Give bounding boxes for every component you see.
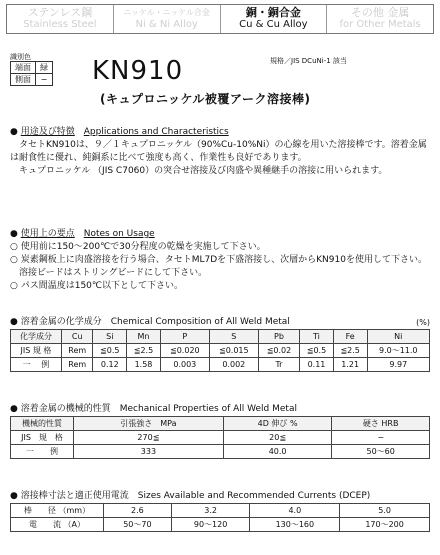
tab-label-jp: ニッケル・ニッケル合金: [123, 8, 210, 17]
table-cell: JIS 規 格: [11, 344, 62, 358]
table-cell: 9.97: [367, 358, 429, 372]
tab-label-en: for Other Metals: [339, 19, 421, 30]
heading-en: Notes on Usage: [83, 229, 155, 239]
table-cell: 130〜160: [250, 518, 340, 532]
table-row: [11, 445, 430, 459]
tab-label-jp: その他 金属: [350, 6, 410, 19]
table-cell: 機械的性質: [11, 417, 74, 431]
tab-label-jp: ステンレス鋼: [27, 6, 93, 19]
tab-other-metals[interactable]: [327, 5, 433, 33]
table-cell: P: [160, 330, 209, 344]
table-cell: 170〜200: [340, 518, 430, 532]
note-item: ○ パス間温度は150℃以下として下さい。: [10, 281, 184, 291]
tab-label-en: Cu & Cu Alloy: [239, 19, 308, 30]
table-cell: 2.6: [104, 504, 172, 518]
table-cell: Rem: [62, 358, 93, 372]
table-cell: Ti: [300, 330, 334, 344]
section-heading: ● 溶着金属の機械的性質 Mechanical Properties of All Weld Metal: [10, 404, 297, 414]
ident-color-table: [10, 61, 53, 86]
table-cell: Cu: [62, 330, 93, 344]
note-item: ○ 使用前に150〜200℃で30分程度の乾燥を実施して下さい。: [10, 242, 266, 252]
chemical-table: [10, 329, 430, 372]
table-cell: 4.0: [250, 504, 340, 518]
ident-end-value: 緑: [36, 62, 53, 74]
table-cell: 硬さ HRB: [332, 417, 430, 431]
applications-section: [10, 126, 430, 178]
product-model: KN910: [92, 56, 184, 86]
table-cell: 270≦: [74, 431, 224, 445]
table-cell: 50〜70: [104, 518, 172, 532]
table-row: [11, 431, 430, 445]
table-row: [11, 344, 430, 358]
ident-side-label: 側面: [11, 74, 36, 86]
section-heading: ● 溶着金属の化学成分 Chemical Composition of All Weld Metal (%): [10, 317, 430, 327]
applications-paragraph: キュプロニッケル （JIS C7060）の突合せ溶接及び肉盛や異種継手の溶接に用いられます。: [19, 166, 388, 176]
heading-en: Sizes Available and Recommended Currents (DCEP): [137, 491, 371, 501]
tab-label-jp: 銅・銅合金: [245, 6, 301, 19]
table-cell: 3.2: [171, 504, 250, 518]
table-cell: Tr: [258, 358, 299, 372]
ident-color-label: 識別色: [10, 53, 31, 61]
table-row: [11, 330, 430, 344]
table-cell: 一 例: [11, 358, 62, 372]
chemical-section: [10, 316, 430, 372]
ident-side-value: −: [36, 74, 53, 86]
table-cell: 引張強さ MPa: [74, 417, 224, 431]
notes-section: [10, 228, 430, 293]
table-cell: 20≦: [223, 431, 332, 445]
section-heading: ● 使用上の要点 Notes on Usage: [10, 229, 155, 239]
note-item: ○ 炭素鋼板上に肉盛溶接を行う場合、タセトML7Dを下盛溶接し、次層からKN910を使用して下さい。溶接ビードはストリングビードにして下さい。: [10, 255, 427, 278]
table-cell: 4D 伸び %: [223, 417, 332, 431]
table-cell: 電 流 （A）: [11, 518, 104, 532]
section-heading: ● 用途及び特徴 Applications and Characteristics: [10, 127, 229, 137]
table-cell: Pb: [258, 330, 299, 344]
table-cell: Ni: [367, 330, 429, 344]
table-cell: ≦0.02: [258, 344, 299, 358]
table-cell: 1.58: [127, 358, 161, 372]
mechanical-section: [10, 403, 430, 459]
table-cell: 棒 径 （mm）: [11, 504, 104, 518]
table-cell: ≦0.5: [93, 344, 127, 358]
table-cell: S: [209, 330, 258, 344]
tab-cu-alloy[interactable]: [221, 5, 328, 33]
table-row: [11, 417, 430, 431]
currents-table: [10, 503, 430, 532]
heading-jp: 用途及び特徴: [20, 127, 75, 137]
tab-ni-alloy[interactable]: [114, 5, 221, 33]
table-cell: 9.0〜11.0: [367, 344, 429, 358]
table-cell: 0.003: [160, 358, 209, 372]
table-row: [11, 358, 430, 372]
unit-label: (%): [416, 318, 430, 327]
heading-jp: 溶接棒寸法と適正使用電流: [20, 491, 129, 501]
table-cell: Rem: [62, 344, 93, 358]
mechanical-table: [10, 416, 430, 459]
table-cell: 化学成分: [11, 330, 62, 344]
table-cell: 0.11: [300, 358, 334, 372]
table-cell: 333: [74, 445, 224, 459]
table-cell: 1.21: [333, 358, 367, 372]
table-cell: 0.002: [209, 358, 258, 372]
tab-label-en: Stainless Steel: [23, 19, 97, 30]
heading-en: Mechanical Properties of All Weld Metal: [119, 404, 297, 414]
ident-end-label: 端面: [11, 62, 36, 74]
heading-en: Chemical Composition of All Weld Metal: [110, 317, 290, 327]
table-cell: ≦0.015: [209, 344, 258, 358]
heading-jp: 使用上の要点: [20, 229, 75, 239]
table-cell: JIS 規 格: [11, 431, 74, 445]
tab-label-en: Ni & Ni Alloy: [135, 19, 198, 30]
heading-jp: 溶着金属の化学成分: [20, 317, 102, 327]
table-cell: ≦0.020: [160, 344, 209, 358]
section-heading: ● 溶接棒寸法と適正使用電流 Sizes Available and Recommended Currents (DCEP): [10, 491, 371, 501]
table-cell: Mn: [127, 330, 161, 344]
table-cell: 40.0: [223, 445, 332, 459]
table-cell: Si: [93, 330, 127, 344]
applications-paragraph: タセトKN910は、９／１キュプロニッケル（90%Cu-10%Ni）の心線を用いた溶接棒です。溶着金属は耐食性に優れ、純銅系に比べて強度も高く、作業性も良好であります。: [10, 140, 427, 163]
table-cell: 一 例: [11, 445, 74, 459]
tab-stainless-steel[interactable]: [7, 5, 114, 33]
table-cell: 5.0: [340, 504, 430, 518]
heading-jp: 溶着金属の機械的性質: [20, 404, 111, 414]
product-standard: 規格／JIS DCuNi-1 該当: [270, 57, 347, 65]
product-subtitle: (キュプロニッケル被覆アーク溶接棒): [100, 92, 311, 106]
table-cell: Fe: [333, 330, 367, 344]
currents-section: [10, 490, 430, 532]
category-tabs: [6, 4, 434, 34]
table-cell: ≦2.5: [333, 344, 367, 358]
table-cell: ≦2.5: [127, 344, 161, 358]
table-row: [11, 518, 430, 532]
table-row: [11, 504, 430, 518]
table-cell: 0.12: [93, 358, 127, 372]
table-cell: 90〜120: [171, 518, 250, 532]
table-cell: 50〜60: [332, 445, 430, 459]
table-cell: ≦0.5: [300, 344, 334, 358]
heading-en: Applications and Characteristics: [83, 127, 229, 137]
table-cell: −: [332, 431, 430, 445]
